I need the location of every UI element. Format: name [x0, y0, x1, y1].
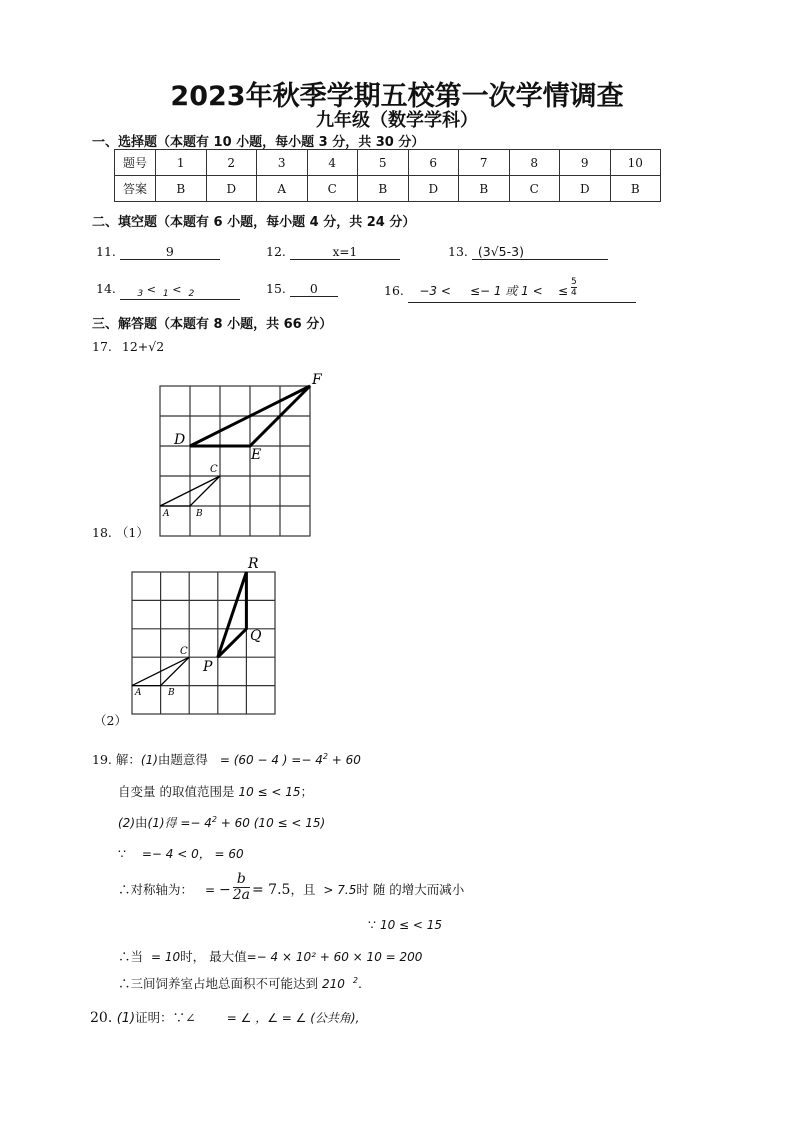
q14: [96, 281, 240, 300]
q13: [448, 244, 608, 260]
text: ∴当: [118, 949, 144, 964]
q11: [96, 244, 220, 260]
because-symbol: ∵: [118, 846, 126, 861]
section-2-heading: 二、填空题（本题有 6 小题，每小题 4 分，共 24 分）: [92, 215, 416, 230]
question-number: 11.: [96, 244, 116, 259]
q14-value-b: 1: [162, 288, 169, 300]
text: 证明：∵∠: [135, 1010, 196, 1025]
table-cell: D: [408, 176, 459, 202]
table-cell: D: [206, 176, 257, 202]
text: ；: [300, 784, 314, 799]
q19-line-6: [368, 917, 442, 932]
question-number: 14.: [96, 281, 116, 296]
answer-blank: 9: [120, 244, 220, 260]
label-b: B: [196, 509, 203, 519]
label-p: P: [203, 659, 213, 675]
q19-line-8: [118, 974, 362, 992]
label-a: A: [135, 688, 142, 698]
math: > 7.5: [323, 883, 357, 897]
answer-blank: [120, 283, 240, 300]
math: = 7.5: [251, 882, 291, 898]
question-number: 15.: [266, 281, 286, 296]
math: 210: [321, 977, 345, 991]
q14-value-a: 3: [137, 288, 144, 300]
answer-blank: 0: [290, 281, 338, 297]
text: 解：: [115, 752, 141, 767]
table-cell: 2: [206, 150, 257, 176]
label-b: B: [168, 688, 175, 698]
math: (1): [147, 816, 165, 830]
table-cell: 6: [408, 150, 459, 176]
question-number: 19.: [92, 752, 112, 767]
text: (1): [140, 753, 158, 767]
math: =: [204, 883, 215, 897]
math: = (60 − 4 ) =− 4: [219, 753, 323, 767]
table-cell: 3: [257, 150, 308, 176]
math: = 10: [150, 950, 181, 964]
q14-lt-1: <: [146, 283, 156, 296]
text: ∴三间饲养室占地总面积不可能达到: [118, 976, 322, 991]
part-label: （1）: [115, 525, 149, 540]
label-q: Q: [250, 628, 262, 644]
table-cell: 4: [307, 150, 358, 176]
text: 由: [135, 815, 148, 830]
question-number: 18.: [92, 525, 112, 540]
math: 得 =− 4: [164, 816, 212, 830]
q16-part-1: −3 <: [419, 284, 451, 298]
question-number: 20.: [90, 1010, 113, 1026]
q19-line-4: [118, 845, 244, 862]
q18-part-1: [92, 523, 149, 541]
table-row-numbers: [115, 150, 661, 176]
fraction: [233, 872, 250, 903]
math: = ∠ ，∠ = ∠: [226, 1011, 311, 1025]
math: (1): [116, 1011, 136, 1026]
q15: [266, 281, 338, 297]
label-e: E: [251, 447, 262, 463]
answer-blank: (3√5-3): [472, 244, 608, 260]
q14-value-c: 2: [188, 288, 195, 300]
page-title: 2023年秋季学期五校第一次学情调查: [170, 81, 624, 112]
label-d: D: [174, 432, 186, 448]
question-number: 16.: [384, 283, 404, 298]
text: 自变量 的取值范围是: [118, 784, 239, 799]
math: −: [218, 882, 231, 898]
table-row-answers: [115, 176, 661, 202]
text: ，且: [290, 882, 316, 897]
question-number: 17.: [92, 339, 112, 354]
answer-blank: [408, 277, 636, 303]
table-cell: 7: [459, 150, 510, 176]
math: 10 ≤ < 15: [379, 918, 443, 932]
table-cell: 5: [358, 150, 409, 176]
table-cell: C: [509, 176, 560, 202]
table-cell: B: [610, 176, 661, 202]
table-cell: 8: [509, 150, 560, 176]
text: 时， 最大值: [180, 949, 247, 964]
fraction-denominator: 4: [571, 288, 577, 298]
label-r: R: [248, 556, 259, 572]
text: 由题意得: [157, 752, 208, 767]
text: ∴对称轴为：: [118, 882, 194, 897]
text: 时 随 的增大而减小: [356, 882, 465, 897]
answer-blank: x=1: [290, 245, 400, 260]
math: + 60 (10 ≤ < 15): [216, 816, 326, 830]
table-cell: 1: [156, 150, 207, 176]
label-a: A: [163, 509, 170, 519]
q19-line-1: [92, 750, 361, 768]
math: + 60: [327, 753, 361, 767]
math: =− 4 × 10² + 60 × 10 = 200: [246, 950, 423, 964]
table-cell: B: [459, 176, 510, 202]
table-cell: B: [156, 176, 207, 202]
table-cell: B: [358, 176, 409, 202]
q16: [384, 276, 636, 298]
q19-line-7: [118, 947, 422, 965]
grid-figure-2: [122, 552, 282, 717]
q19-line-2: [118, 782, 313, 800]
table-cell: 9: [560, 150, 611, 176]
q12: [266, 244, 400, 260]
table-cell: 10: [610, 150, 661, 176]
q14-lt-2: <: [172, 283, 182, 296]
q16-part-2: ≤− 1 或 1 <: [469, 284, 543, 298]
question-number: 12.: [266, 244, 286, 259]
q20-line-1: [90, 1008, 359, 1026]
grid-figure-1: [150, 368, 340, 540]
q18-part-2: （2）: [94, 713, 127, 728]
table-cell: 答案: [115, 176, 156, 202]
math: (公共角),: [310, 1011, 360, 1025]
math: (2): [118, 816, 135, 830]
answer-table: [114, 149, 661, 202]
q19-line-3: [118, 813, 325, 831]
math: =− 4 < 0， = 60: [141, 847, 244, 861]
question-number: 13.: [448, 244, 468, 259]
section-3-heading: 三、解答题（本题有 8 小题，共 66 分）: [92, 317, 333, 332]
q17-answer: 12+√2: [121, 339, 165, 354]
label-c: C: [180, 646, 188, 657]
math: 10 ≤ < 15: [238, 785, 301, 799]
page-subtitle: 九年级（数学学科）: [316, 110, 478, 131]
q16-part-3: ≤: [557, 284, 568, 298]
fraction-numerator: b: [233, 872, 250, 888]
because-symbol: ∵: [368, 917, 376, 932]
q19-line-5: [118, 872, 464, 908]
label-f: F: [312, 372, 322, 388]
section-1-heading: 一、选择题（本题有 10 小题，每小题 3 分，共 30 分）: [92, 135, 425, 150]
table-cell: C: [307, 176, 358, 202]
exponent: 2: [211, 814, 217, 824]
fraction-denominator: 2a: [232, 887, 250, 903]
fraction-numerator: 5: [571, 277, 577, 287]
exponent: 2: [322, 751, 328, 761]
table-cell: 题号: [115, 150, 156, 176]
exponent: 2: [352, 975, 358, 985]
fraction: [571, 277, 577, 298]
q17: [92, 339, 164, 354]
text: .: [357, 976, 362, 991]
label-c: C: [210, 464, 218, 475]
triangle-pqr: [218, 572, 247, 657]
table-cell: A: [257, 176, 308, 202]
table-cell: D: [560, 176, 611, 202]
